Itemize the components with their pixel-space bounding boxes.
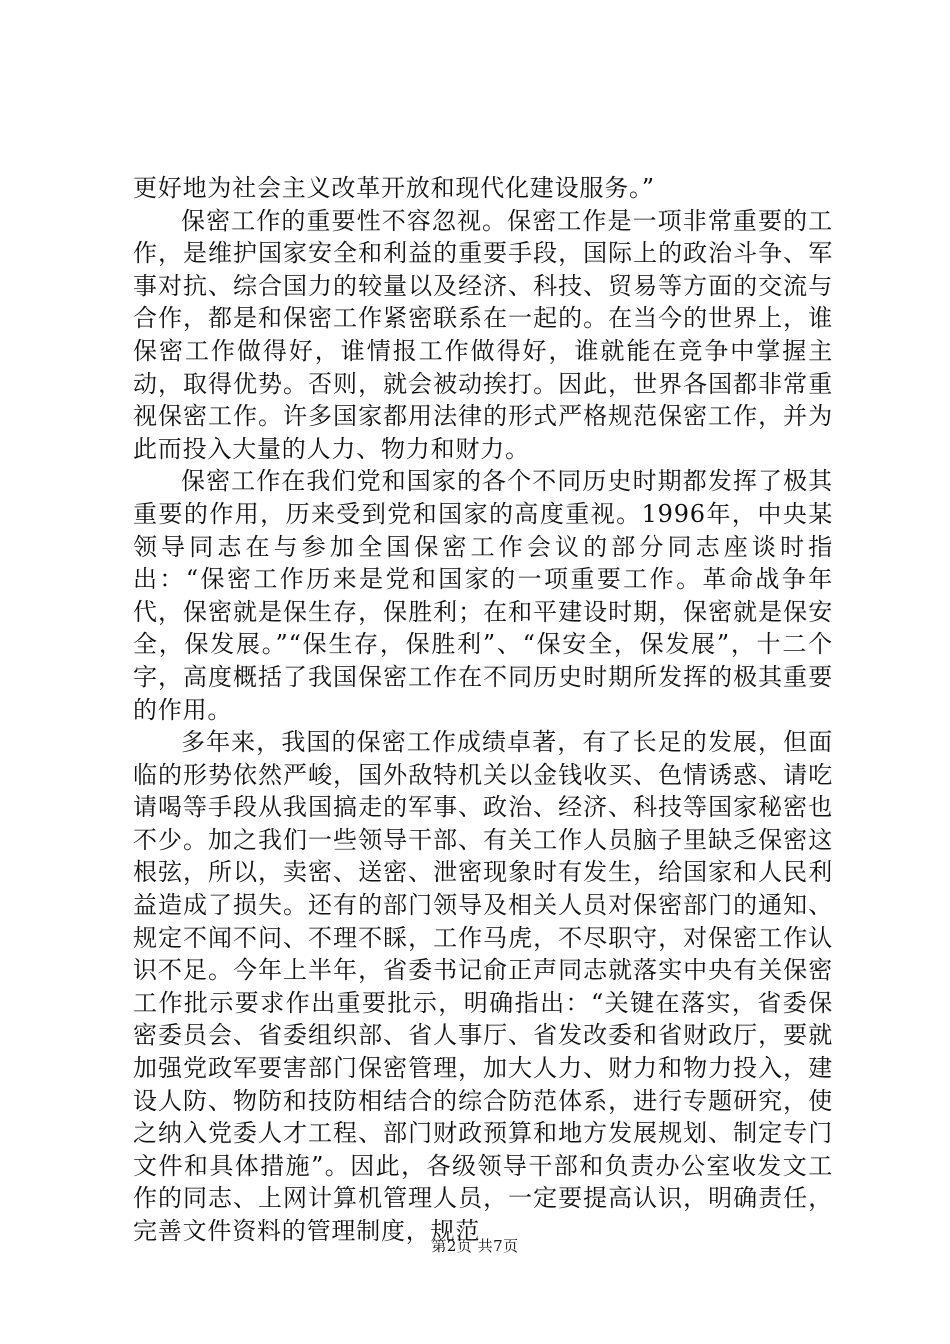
paragraph-situation: 多年来，我国的保密工作成绩卓著，有了长足的发展，但面临的形势依然严峻，国外敌特机关以金钱收买、色情诱惑、请吃请喝等手段从我国搞走的军事、政治、经济、科技等国家秘密也不少。加之我们一些领导干部、有关工作人员脑子里缺乏保密这根弦，所以，卖密、送密、泄密现象时有发生，给国家和人民利益造成了损失。还有的部门领导及相关人员对保密部门的通知、规定不闻不问、不理不睬，工作马虎，不尽职守，对保密工作认识不足。今年上半年，省委书记俞正声同志就落实中央有关保密工作批示要求作出重要批示，明确指出：“关键在落实，省委保密委员会、省委组织部、省人事厅、省发改委和省财政厅，要就加强党政军要害部门保密管理，加大人力、财力和物力投入，建设人防、物防和技防相结合的综合防范体系，进行专题研究，使之纳入党委人才工程、部门财政预算和地方发展规划、制定专门文件和具体措施”。因此，各级领导干部和负责办公室收发文工作的同志、上网计算机管理人员，一定要提高认识，明确责任，完善文件资料的管理制度，规范 <box>133 728 833 1245</box>
page-footer <box>0 1236 950 1256</box>
paragraph-importance: 保密工作的重要性不容忽视。保密工作是一项非常重要的工作，是维护国家安全和利益的重要手段，国际上的政治斗争、军事对抗、综合国力的较量以及经济、科技、贸易等方面的交流与合作，都是和保密工作紧密联系在一起的。在当今的世界上，谁保密工作做得好，谁情报工作做得好，谁就能在竞争中掌握主动，取得优势。否则，就会被动挨打。因此，世界各国都非常重视保密工作。许多国家都用法律的形式严格规范保密工作，并为此而投入大量的人力、物力和财力。 <box>133 206 833 463</box>
body-text <box>133 172 833 1248</box>
page-number: 第2页 共7页 <box>431 1237 519 1255</box>
paragraph-history: 保密工作在我们党和国家的各个不同历史时期都发挥了极其重要的作用，历来受到党和国家的高度重视。1996年，中央某领导同志在与参加全国保密工作会议的部分同志座谈时指出：“保密工作历来是党和国家的一项重要工作。革命战争年代，保密就是保生存，保胜利；在和平建设时期，保密就是保安全，保发展。”“保生存，保胜利”、“保安全，保发展”，十二个字，高度概括了我国保密工作在不同历史时期所发挥的极其重要的作用。 <box>133 467 833 724</box>
paragraph-continuation: 更好地为社会主义改革开放和现代化建设服务。” <box>133 174 655 202</box>
